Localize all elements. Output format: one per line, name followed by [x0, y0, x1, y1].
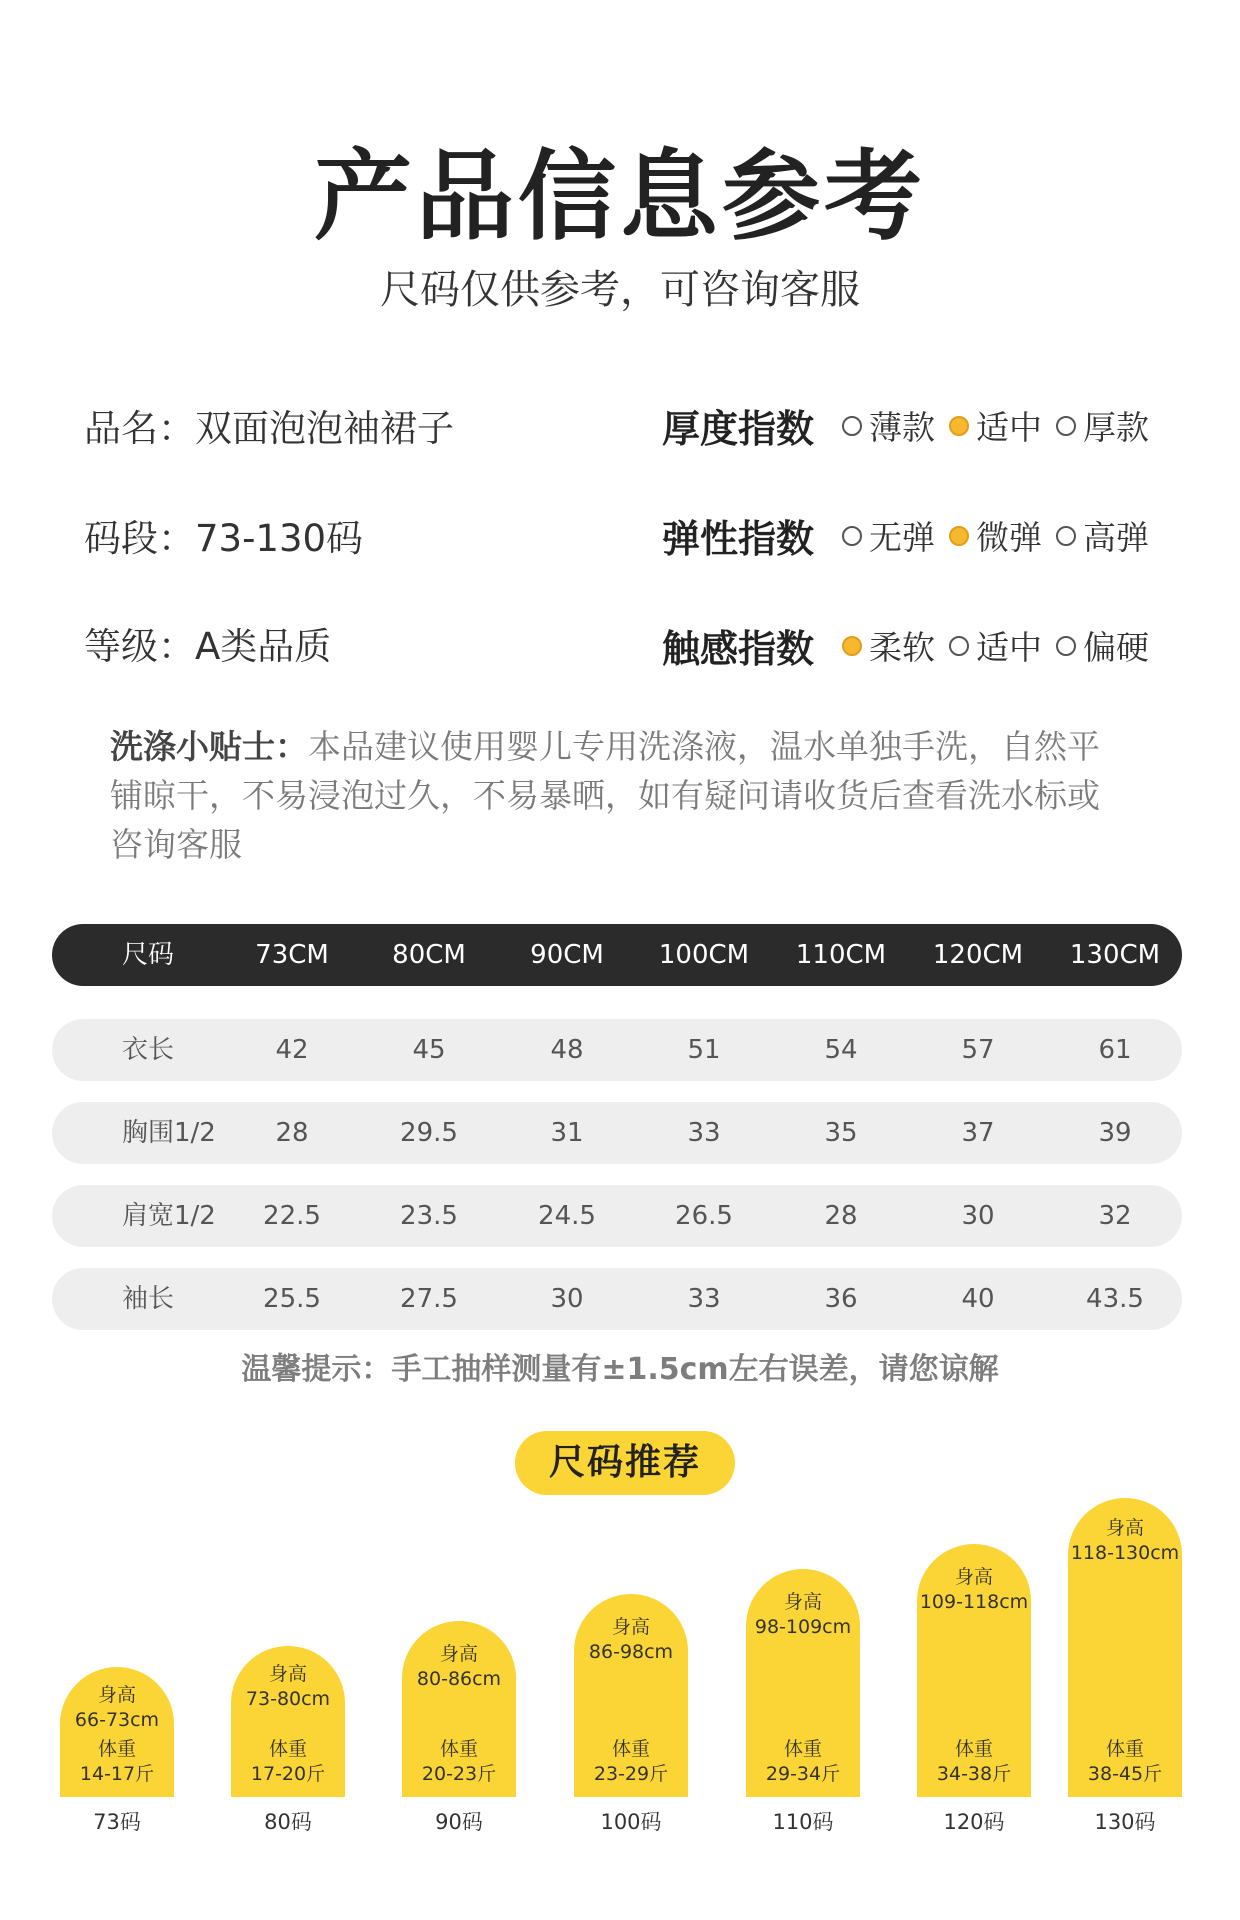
weight-value: 20-23斤: [421, 1763, 497, 1785]
size-table-header: [52, 924, 1182, 986]
size-bar-110: [746, 1569, 860, 1797]
table-cell: 24.5: [538, 1201, 596, 1231]
table-cell: 40: [961, 1284, 995, 1314]
product-name-key: 品名：: [84, 407, 195, 450]
size-bar-120: [917, 1544, 1031, 1797]
table-cell: 26.5: [675, 1201, 733, 1231]
elasticity-index: [662, 508, 1163, 563]
table-cell: 45: [412, 1035, 446, 1065]
elasticity-option-slight: 微弹: [949, 512, 1042, 559]
table-cell: 35: [824, 1118, 858, 1148]
table-cell: 27.5: [400, 1284, 458, 1314]
table-cell: 36: [824, 1284, 858, 1314]
table-cell: 22.5: [263, 1201, 321, 1231]
touch-option-hard: 偏硬: [1056, 622, 1149, 669]
thickness-option-thin: 薄款: [842, 402, 935, 449]
table-cell: 33: [687, 1284, 721, 1314]
size-bar-90: [402, 1621, 516, 1797]
height-label: 身高: [1105, 1517, 1144, 1539]
size-label: 120码: [943, 1810, 1005, 1834]
height-value: 109-118cm: [919, 1591, 1029, 1613]
radio-dot-icon: [1056, 416, 1076, 436]
table-cell: 51: [687, 1035, 721, 1065]
weight-label: 体重: [783, 1738, 822, 1760]
table-cell: 31: [550, 1118, 584, 1148]
size-bar-80: [231, 1646, 345, 1797]
weight-label: 体重: [439, 1738, 478, 1760]
table-cell: 25.5: [263, 1284, 321, 1314]
table-header-cell: 100CM: [658, 940, 750, 970]
table-header-cell: 90CM: [530, 940, 604, 970]
table-cell: 43.5: [1086, 1284, 1144, 1314]
table-header-cell: 73CM: [255, 940, 329, 970]
table-cell: 42: [275, 1035, 309, 1065]
table-row: [52, 1019, 1182, 1081]
size-label: 73码: [93, 1810, 141, 1834]
size-range: [84, 508, 363, 562]
weight-label: 体重: [1105, 1738, 1144, 1760]
radio-dot-icon: [842, 416, 862, 436]
weight-value: 29-34斤: [765, 1763, 841, 1785]
height-value: 66-73cm: [74, 1709, 160, 1731]
quality-grade-value: A类品质: [195, 625, 332, 668]
size-label: 130码: [1094, 1810, 1156, 1834]
quality-grade: [84, 616, 331, 670]
elasticity-option-high: 高弹: [1056, 512, 1149, 559]
height-label: 身高: [439, 1643, 478, 1665]
radio-dot-icon: [842, 526, 862, 546]
table-cell: 54: [824, 1035, 858, 1065]
table-cell: 48: [550, 1035, 584, 1065]
radio-dot-selected-icon: [949, 526, 969, 546]
height-value: 73-80cm: [245, 1688, 331, 1710]
washing-tips-label: 洗涤小贴士：: [110, 727, 308, 766]
height-value: 98-109cm: [754, 1616, 852, 1638]
product-name: [84, 398, 454, 452]
table-row: [52, 1185, 1182, 1247]
height-label: 身高: [611, 1616, 650, 1638]
radio-dot-icon: [1056, 526, 1076, 546]
table-cell: 57: [961, 1035, 995, 1065]
size-bar-130: [1068, 1498, 1182, 1797]
weight-value: 38-45斤: [1087, 1763, 1163, 1785]
weight-label: 体重: [97, 1738, 136, 1760]
size-label: 80码: [264, 1810, 312, 1834]
size-bar-73: [60, 1667, 174, 1797]
thickness-option-medium: 适中: [949, 402, 1042, 449]
radio-dot-selected-icon: [949, 416, 969, 436]
table-cell: 39: [1098, 1118, 1132, 1148]
elasticity-option-none: 无弹: [842, 512, 935, 559]
touch-option-medium: 适中: [949, 622, 1042, 669]
size-bar-100: [574, 1594, 688, 1797]
size-range-key: 码段：: [84, 517, 195, 560]
recommend-title: 尺码推荐: [515, 1431, 735, 1495]
table-row: [52, 1102, 1182, 1164]
table-cell: 32: [1098, 1201, 1132, 1231]
table-header-cell: 120CM: [932, 940, 1024, 970]
table-row-label: 肩宽1/2: [122, 1201, 216, 1231]
height-value: 118-130cm: [1070, 1542, 1180, 1564]
thickness-label: 厚度指数: [662, 407, 815, 451]
table-cell: 23.5: [400, 1201, 458, 1231]
table-cell: 29.5: [400, 1118, 458, 1148]
measurement-note: 温馨提示：手工抽样测量有±1.5cm左右误差，请您谅解: [241, 1352, 999, 1387]
table-cell: 28: [275, 1118, 309, 1148]
table-cell: 33: [687, 1118, 721, 1148]
size-label: 110码: [772, 1810, 834, 1834]
touch-index: [662, 618, 1163, 673]
touch-label: 触感指数: [662, 627, 815, 671]
size-label: 100码: [600, 1810, 662, 1834]
height-label: 身高: [97, 1684, 136, 1706]
weight-label: 体重: [268, 1738, 307, 1760]
product-name-value: 双面泡泡袖裙子: [195, 407, 454, 450]
touch-option-soft: 柔软: [842, 622, 935, 669]
quality-grade-key: 等级：: [84, 625, 195, 668]
washing-tips: [110, 722, 1130, 869]
weight-value: 23-29斤: [593, 1763, 669, 1785]
table-header-cell: 尺码: [122, 940, 175, 970]
weight-value: 14-17斤: [79, 1763, 155, 1785]
washing-tips-text: 本品建议使用婴儿专用洗涤液，温水单独手洗，自然平铺晾干，不易浸泡过久，不易暴晒，如有疑问请收货后查看洗水标或咨询客服: [110, 727, 1100, 864]
page-subtitle: 尺码仅供参考，可咨询客服: [380, 267, 860, 313]
table-cell: 37: [961, 1118, 995, 1148]
weight-label: 体重: [611, 1738, 650, 1760]
height-value: 86-98cm: [588, 1641, 674, 1663]
table-header-cell: 110CM: [795, 940, 887, 970]
table-row-label: 袖长: [122, 1284, 175, 1314]
size-label: 90码: [435, 1810, 483, 1834]
table-header-cell: 80CM: [392, 940, 466, 970]
table-row-label: 衣长: [122, 1035, 175, 1065]
thickness-option-thick: 厚款: [1056, 402, 1149, 449]
weight-label: 体重: [954, 1738, 993, 1760]
height-label: 身高: [783, 1591, 822, 1613]
height-label: 身高: [268, 1663, 307, 1685]
height-label: 身高: [954, 1566, 993, 1588]
weight-value: 34-38斤: [936, 1763, 1012, 1785]
weight-value: 17-20斤: [250, 1763, 326, 1785]
elasticity-label: 弹性指数: [662, 517, 815, 561]
height-value: 80-86cm: [416, 1668, 502, 1690]
radio-dot-selected-icon: [842, 636, 862, 656]
radio-dot-icon: [1056, 636, 1076, 656]
table-row: [52, 1268, 1182, 1330]
table-cell: 61: [1098, 1035, 1132, 1065]
table-row-label: 胸围1/2: [122, 1118, 216, 1148]
radio-dot-icon: [949, 636, 969, 656]
table-cell: 28: [824, 1201, 858, 1231]
table-cell: 30: [961, 1201, 995, 1231]
table-header-cell: 130CM: [1069, 940, 1161, 970]
table-cell: 30: [550, 1284, 584, 1314]
page-title: 产品信息参考: [313, 140, 926, 254]
size-range-value: 73-130码: [195, 517, 364, 560]
thickness-index: [662, 398, 1163, 453]
